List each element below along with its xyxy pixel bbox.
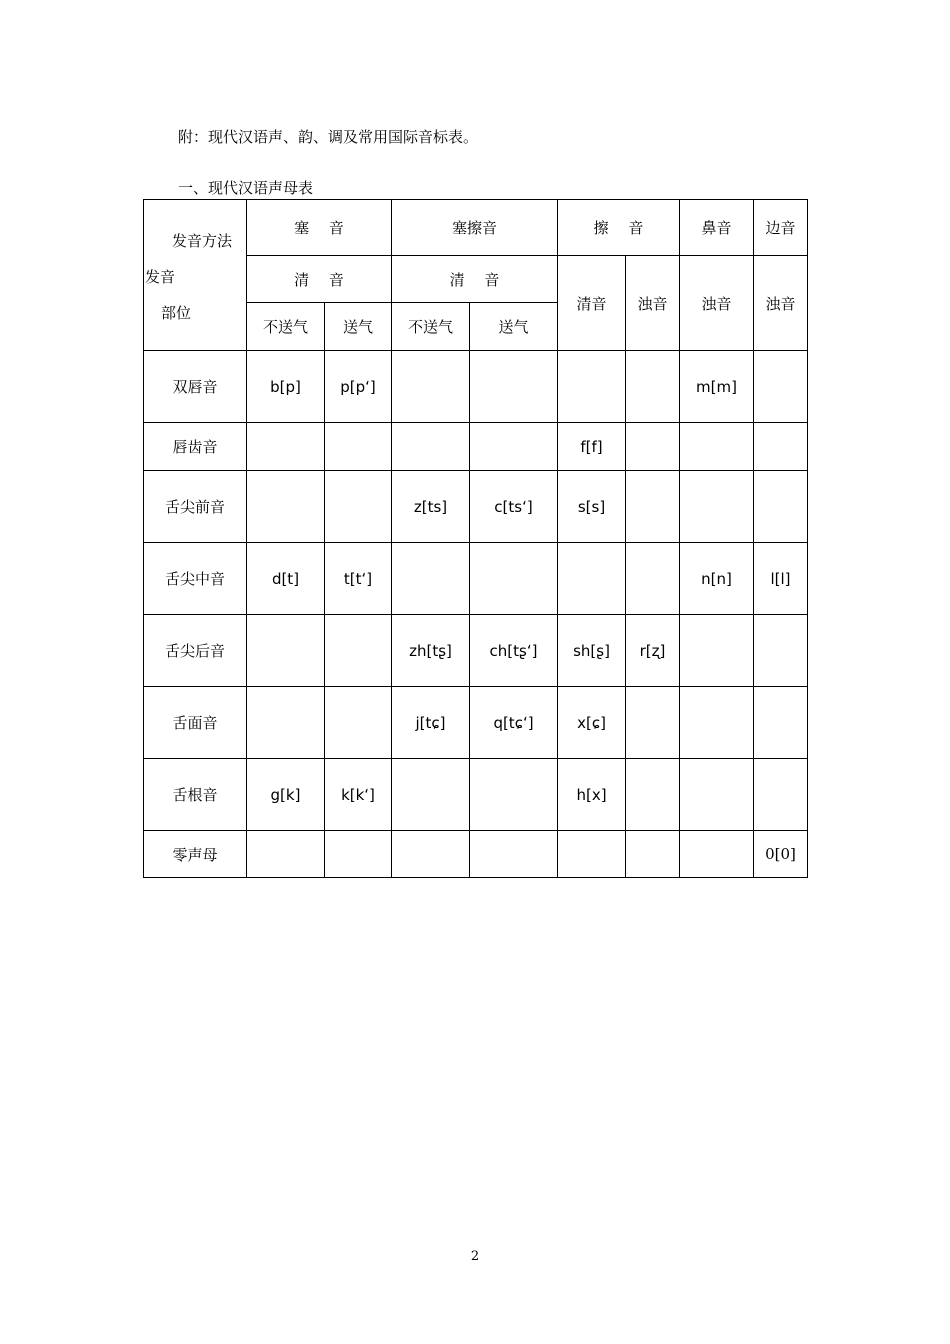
table-cell [680,471,754,543]
header-laterals: 边音 [754,200,808,256]
table-cell [626,423,680,471]
table-row [144,759,808,831]
table-cell [680,423,754,471]
table-cell [626,687,680,759]
header-fricatives: 擦 音 [558,200,680,256]
table-cell [754,687,808,759]
row-place-label: 舌尖中音 [144,543,247,615]
row-place-label: 唇齿音 [144,423,247,471]
header-stops-voiceless: 清 音 [247,256,392,303]
table-cell [680,687,754,759]
table-cell [754,351,808,423]
header-lateral-voiced: 浊音 [754,256,808,351]
table-row [144,471,808,543]
table-cell: z[ts] [392,471,470,543]
table-cell [754,471,808,543]
header-affricates-aspirated: 送气 [470,303,558,351]
table-row [144,615,808,687]
table-cell [754,759,808,831]
table-cell: f[f] [558,423,626,471]
table-cell: c[tsʻ] [470,471,558,543]
table-cell [626,471,680,543]
table-row [144,543,808,615]
header-affricates-voiceless: 清 音 [392,256,558,303]
table-cell: p[pʻ] [325,351,392,423]
table-cell [247,615,325,687]
table-cell [680,615,754,687]
table-cell [754,423,808,471]
table-cell [680,831,754,878]
header-fricative-voiceless: 清音 [558,256,626,351]
corner-method-label: 发音方法 [172,232,233,250]
header-stops: 塞 音 [247,200,392,256]
table-cell: j[tɕ] [392,687,470,759]
table-cell: q[tɕʻ] [470,687,558,759]
table-row [144,423,808,471]
table-cell [470,543,558,615]
table-row [144,831,808,878]
table-cell [392,831,470,878]
corner-header-cell [144,200,247,351]
table-cell [626,759,680,831]
corner-place-label: 部位 [161,304,192,322]
header-affricates-unaspirated: 不送气 [392,303,470,351]
table-cell [470,423,558,471]
table-cell: t[tʻ] [325,543,392,615]
table-cell: sh[ʂ] [558,615,626,687]
section-title: 一、现代汉语声母表 [178,179,314,197]
table-cell [558,831,626,878]
header-stops-unaspirated: 不送气 [247,303,325,351]
row-place-label: 舌根音 [144,759,247,831]
table-cell [325,471,392,543]
table-cell: g[k] [247,759,325,831]
table-cell: r[ʐ] [626,615,680,687]
row-place-label: 舌面音 [144,687,247,759]
table-row [144,687,808,759]
header-stops-aspirated: 送气 [325,303,392,351]
table-cell [470,759,558,831]
header-fricative-voiced: 浊音 [626,256,680,351]
row-place-label: 舌尖后音 [144,615,247,687]
table-row [144,351,808,423]
table-cell [392,543,470,615]
row-place-label: 零声母 [144,831,247,878]
table-cell [626,831,680,878]
table-cell [247,471,325,543]
intro-text: 附：现代汉语声、韵、调及常用国际音标表。 [178,128,479,146]
table-cell [247,687,325,759]
row-place-label: 双唇音 [144,351,247,423]
table-cell: s[s] [558,471,626,543]
table-cell: n[n] [680,543,754,615]
header-nasal-voiced: 浊音 [680,256,754,351]
table-cell [626,543,680,615]
table-cell [325,687,392,759]
table-cell: x[ɕ] [558,687,626,759]
row-place-label: 舌尖前音 [144,471,247,543]
table-cell: d[t] [247,543,325,615]
table-cell [470,831,558,878]
table-cell [392,759,470,831]
table-cell [626,351,680,423]
table-cell [754,615,808,687]
table-cell: k[kʻ] [325,759,392,831]
table-cell: m[m] [680,351,754,423]
header-affricates: 塞擦音 [392,200,558,256]
table-cell [392,351,470,423]
table-cell [325,423,392,471]
table-cell: b[p] [247,351,325,423]
table-cell: l[l] [754,543,808,615]
table-cell [325,615,392,687]
table-cell [325,831,392,878]
table-cell: h[x] [558,759,626,831]
table-cell: zh[tʂ] [392,615,470,687]
table-cell [558,351,626,423]
corner-pronunciation-label: 发音 [145,268,176,286]
table-cell [247,831,325,878]
table-cell [247,423,325,471]
initials-table [143,199,808,878]
table-cell [392,423,470,471]
header-row-method [144,200,808,256]
table-cell [470,351,558,423]
page-number: 2 [470,1249,480,1264]
table-cell [558,543,626,615]
table-cell: ch[tʂʻ] [470,615,558,687]
table-cell [680,759,754,831]
table-cell: 0[0] [754,831,808,878]
header-nasals: 鼻音 [680,200,754,256]
